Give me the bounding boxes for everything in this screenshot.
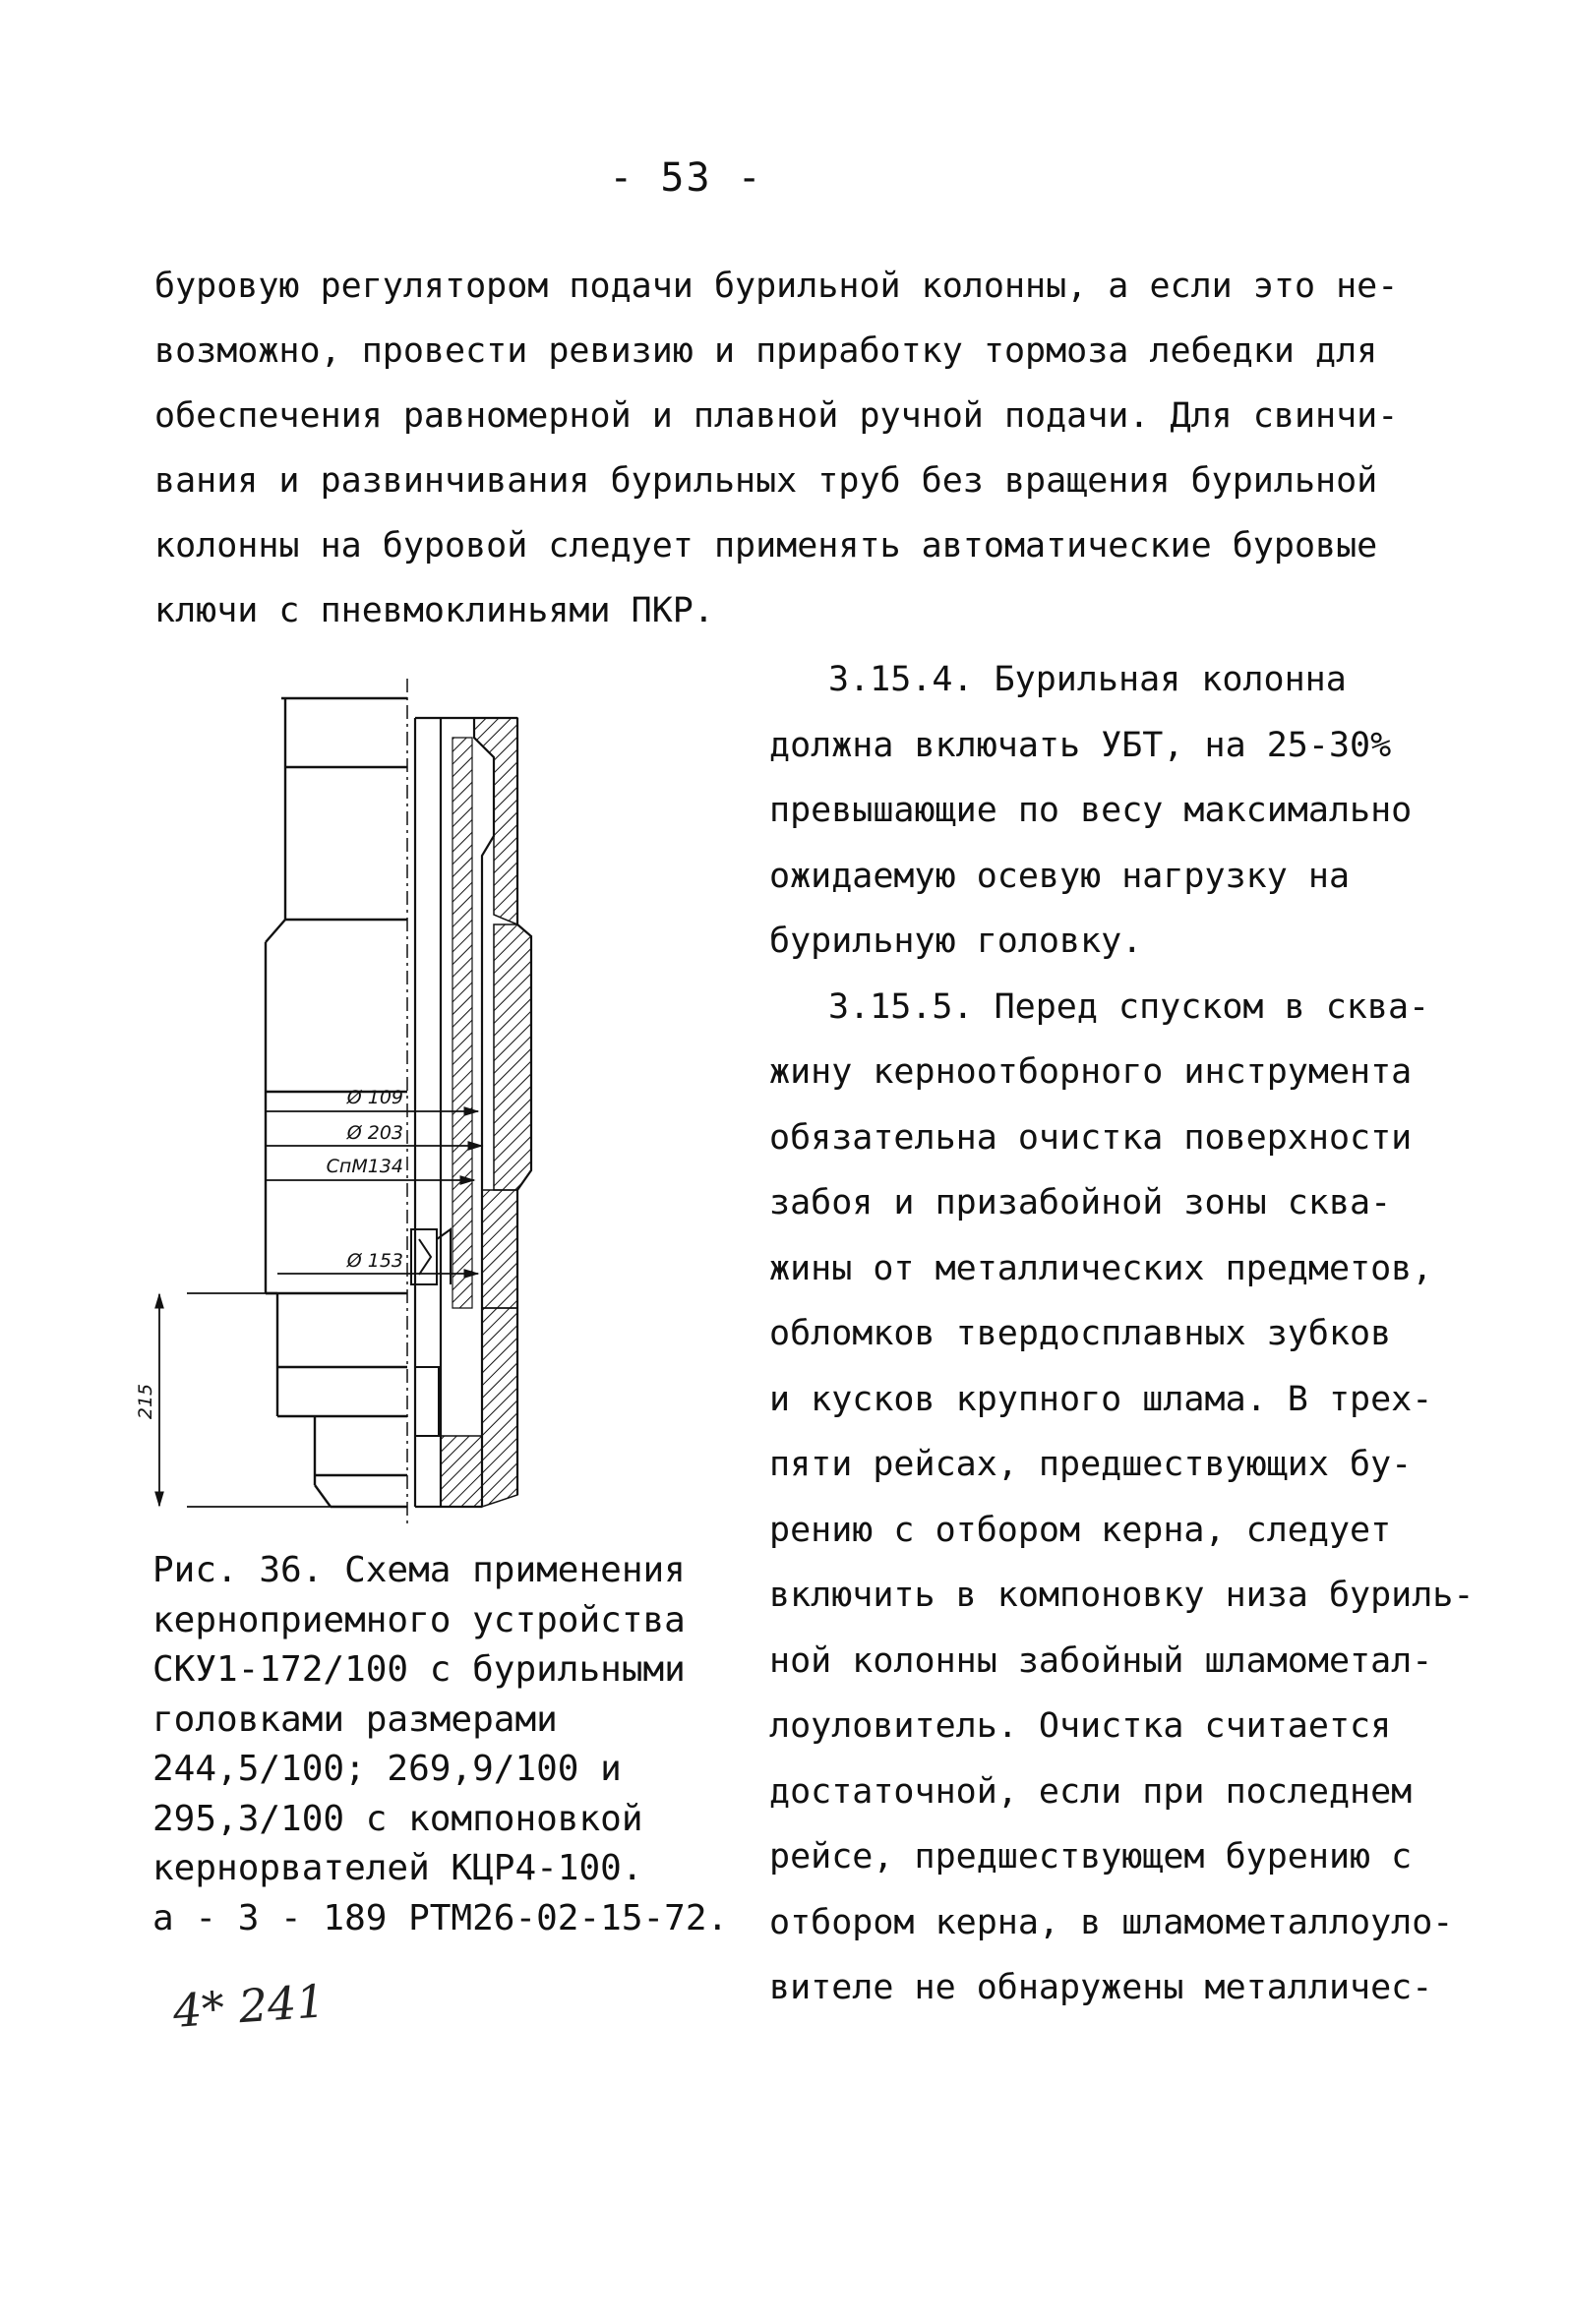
text-line: забоя и призабойной зоны сква- bbox=[769, 1183, 1392, 1222]
text-line: пяти рейсах, предшествующих бу- bbox=[769, 1445, 1413, 1484]
handwritten-note: 4* 241 bbox=[171, 1974, 328, 2038]
caption-line: керноприемного устройства bbox=[152, 1599, 686, 1640]
right-column-text bbox=[769, 647, 1475, 2021]
text-line: ожидаемую осевую нагрузку на bbox=[769, 856, 1351, 896]
caption-line: 244,5/100; 269,9/100 и bbox=[152, 1749, 622, 1789]
text-line: ключи с пневмоклиньями ПКР. bbox=[154, 591, 714, 630]
text-line: ной колонны забойный шламометал- bbox=[769, 1640, 1433, 1681]
label-d153: Ø 153 bbox=[346, 1250, 403, 1272]
text-line: вания и развинчивания бурильных труб без вращения бурильной bbox=[154, 461, 1378, 501]
caption-line: 295,3/100 с компоновкой bbox=[152, 1798, 643, 1839]
page-number: - 53 - bbox=[609, 155, 763, 201]
label-d109: Ø 109 bbox=[346, 1087, 403, 1108]
text-line: лоуловитель. Очистка считается bbox=[769, 1706, 1392, 1746]
text-line: обязательна очистка поверхности bbox=[769, 1117, 1413, 1158]
text-line: колонны на буровой следует применять автоматические буровые bbox=[154, 526, 1378, 566]
text-line: возможно, провести ревизию и приработку тормоза лебедки для bbox=[154, 331, 1378, 371]
caption-line: Рис. 36. Схема применения bbox=[152, 1550, 686, 1590]
hatched-sections bbox=[441, 718, 531, 1507]
text-line: превышающие по весу максимально bbox=[769, 791, 1413, 830]
caption-line: а - 3 - 189 РТМ26-02-15-72. bbox=[152, 1897, 729, 1938]
top-paragraph bbox=[154, 254, 1399, 643]
text-line: буровую регулятором подачи бурильной колонны, а если это не- bbox=[154, 267, 1399, 306]
assembly-drawing bbox=[135, 679, 580, 1524]
text-line: достаточной, если при последнем bbox=[769, 1771, 1413, 1812]
caption-line: кернорвателей КЦР4-100. bbox=[152, 1848, 643, 1888]
text-line: рению с отбором керна, следует bbox=[769, 1510, 1392, 1550]
text-line: и кусков крупного шлама. В трех- bbox=[769, 1379, 1433, 1419]
text-line: 3.15.5. Перед спуском в сква- bbox=[828, 986, 1430, 1027]
text-line: 3.15.4. Бурильная колонна bbox=[828, 660, 1347, 699]
text-line: должна включать УБТ, на 25-30% bbox=[769, 725, 1392, 765]
core-catcher-detail bbox=[411, 1229, 451, 1436]
text-line: жину керноотборного инструмента bbox=[769, 1052, 1413, 1092]
text-line: жины от металлических предметов, bbox=[769, 1248, 1433, 1288]
text-line: обломков твердосплавных зубков bbox=[769, 1314, 1392, 1353]
text-line: рейсе, предшествующем бурению с bbox=[769, 1837, 1413, 1877]
drilling-assembly-figure bbox=[135, 679, 580, 1524]
label-length-215: 215 bbox=[135, 1383, 156, 1420]
label-thread: СпМ134 bbox=[326, 1156, 403, 1177]
text-line: обеспечения равномерной и плавной ручной подачи. Для свинчи- bbox=[154, 396, 1399, 436]
label-d203: Ø 203 bbox=[346, 1122, 403, 1144]
text-line: вителе не обнаружены металличес- bbox=[769, 1968, 1433, 2007]
text-line: отбором керна, в шламометаллоуло- bbox=[769, 1902, 1454, 1942]
caption-line: СКУ1-172/100 с бурильными bbox=[152, 1649, 686, 1690]
text-line: бурильную головку. bbox=[769, 922, 1143, 961]
dimension-lines bbox=[159, 1111, 482, 1507]
figure-caption bbox=[152, 1546, 729, 1943]
caption-line: головками размерами bbox=[152, 1698, 558, 1740]
text-line: включить в компоновку низа буриль- bbox=[769, 1576, 1475, 1615]
